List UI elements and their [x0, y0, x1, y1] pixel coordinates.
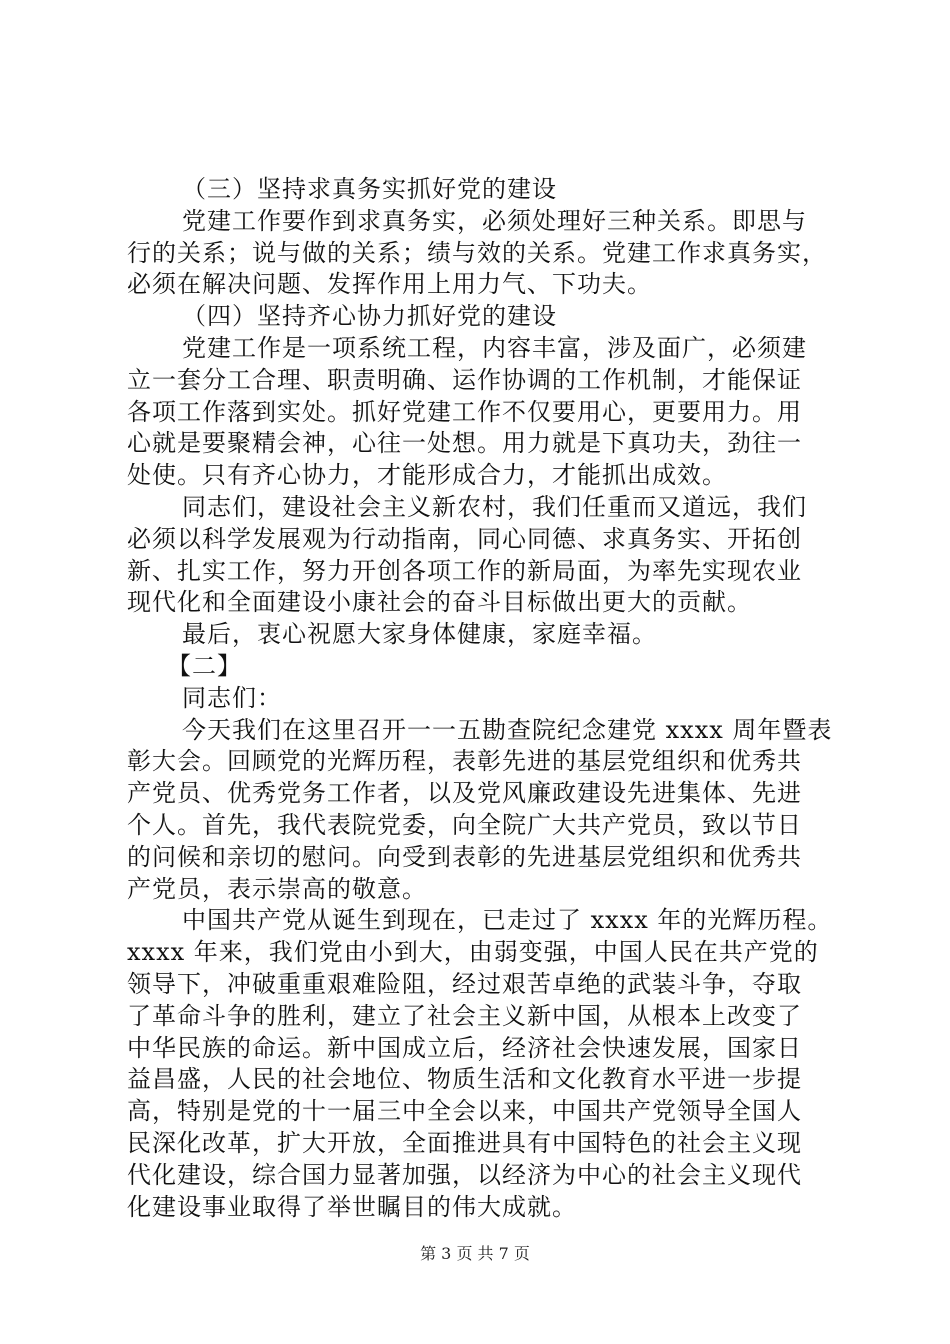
paragraph-line: 处使。只有齐心协力，才能形成合力，才能抓出成效。 [127, 461, 727, 490]
part-marker: 【二】 [167, 651, 242, 680]
paragraph-line: 产党员，表示崇高的敬意。 [127, 874, 427, 903]
paragraph-line: 必须以科学发展观为行动指南，同心同德、求真务实、开拓创 [127, 524, 802, 553]
paragraph-line: 高，特别是党的十一届三中全会以来，中国共产党领导全国人 [127, 1097, 802, 1126]
paragraph-line: 心就是要聚精会神，心往一处想。用力就是下真功夫，劲往一 [127, 429, 802, 458]
paragraph-line: 彰大会。回顾党的光辉历程，表彰先进的基层党组织和优秀共 [127, 747, 802, 776]
salutation: 同志们： [182, 683, 282, 712]
paragraph-line: 民深化改革，扩大开放，全面推进具有中国特色的社会主义现 [127, 1128, 802, 1157]
paragraph-line: 今天我们在这里召开一一五勘查院纪念建党 xxxx 周年暨表 [182, 715, 833, 744]
paragraph-line: 益昌盛，人民的社会地位、物质生活和文化教育水平进一步提 [127, 1065, 802, 1094]
paragraph-line: 现代化和全面建设小康社会的奋斗目标做出更大的贡献。 [127, 588, 752, 617]
paragraph-line: 中华民族的命运。新中国成立后，经济社会快速发展，国家日 [127, 1033, 802, 1062]
paragraph-line: 立一套分工合理、职责明确、运作协调的工作机制，才能保证 [127, 365, 802, 394]
paragraph-line: 领导下，冲破重重艰难险阻，经过艰苦卓绝的武装斗争，夺取 [127, 969, 802, 998]
paragraph-line: xxxx 年来，我们党由小到大，由弱变强，中国人民在共产党的 [127, 938, 819, 967]
paragraph-line: 代化建设，综合国力显著加强，以经济为中心的社会主义现代 [127, 1160, 802, 1189]
paragraph-line: 新、扎实工作，努力开创各项工作的新局面，为率先实现农业 [127, 556, 802, 585]
paragraph-line: 中国共产党从诞生到现在，已走过了 xxxx 年的光辉历程。 [182, 906, 833, 935]
paragraph-line: 了革命斗争的胜利，建立了社会主义新中国，从根本上改变了 [127, 1001, 802, 1030]
section-heading-3: （三）坚持求真务实抓好党的建设 [182, 175, 557, 203]
paragraph-line: 化建设事业取得了举世瞩目的伟大成就。 [127, 1192, 577, 1221]
paragraph-line: 行的关系；说与做的关系；绩与效的关系。党建工作求真务实， [127, 238, 827, 267]
closing-wishes: 最后，衷心祝愿大家身体健康，家庭幸福。 [182, 620, 657, 649]
page-number-footer: 第 3 页 共 7 页 [420, 1244, 530, 1263]
paragraph-line: 个人。首先，我代表院党委，向全院广大共产党员，致以节日 [127, 810, 802, 839]
paragraph-line: 的问候和亲切的慰问。向受到表彰的先进基层党组织和优秀共 [127, 842, 802, 871]
section-heading-4: （四）坚持齐心协力抓好党的建设 [182, 302, 557, 331]
paragraph-line: 同志们，建设社会主义新农村，我们任重而又道远，我们 [182, 492, 807, 521]
document-body [127, 174, 833, 1223]
paragraph-line: 必须在解决问题、发挥作用上用力气、下功夫。 [127, 270, 652, 299]
paragraph-line: 产党员、优秀党务工作者，以及党风廉政建设先进集体、先进 [127, 779, 802, 808]
paragraph-line: 党建工作要作到求真务实，必须处理好三种关系。即思与 [182, 206, 807, 235]
paragraph-line: 各项工作落到实处。抓好党建工作不仅要用心，更要用力。用 [127, 397, 802, 426]
paragraph-line: 党建工作是一项系统工程，内容丰富，涉及面广，必须建 [182, 333, 807, 362]
